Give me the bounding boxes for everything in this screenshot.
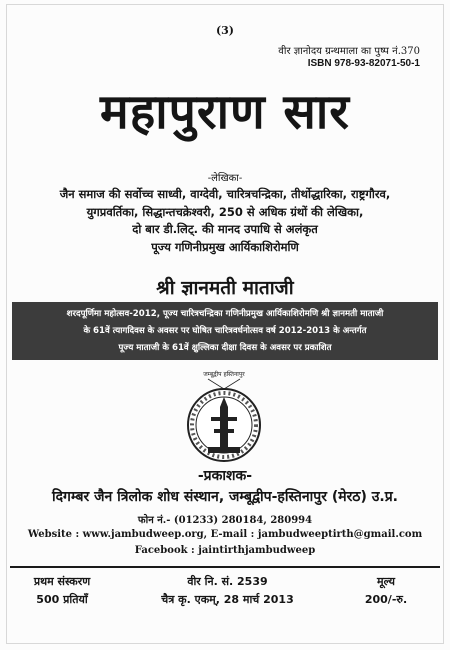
page-number: (3): [215, 24, 235, 37]
vir-samvat: वीर नि. सं. 2539: [187, 575, 268, 588]
flag-lines: [208, 379, 240, 389]
logo-caption: जम्बूद्वीप हस्तिनापुर: [203, 371, 245, 378]
publisher-website-email: Website : www.jambudweep.org, E-mail : jambudweeptirth@gmail.com: [27, 529, 423, 540]
series-line: वीर ज्ञानोदय ग्रन्थमाला का पुष्प नं.370: [278, 46, 420, 57]
publisher-facebook: Facebook : jaintirthjambudweep: [134, 545, 316, 556]
publisher-phone: फोन नं.- (01233) 280184, 280994: [137, 515, 313, 526]
temple-seal-logo: [178, 367, 270, 467]
author-name: श्री ज्ञानमती माताजी: [156, 277, 294, 299]
author-tag: -लेखिका-: [207, 173, 243, 184]
banner-line: के 61वें त्यागदिवस के अवसर पर घोषित चारित्रवर्धनोत्सव वर्ष 2012-2013 के अन्तर्गत: [83, 326, 367, 336]
copies-count: 500 प्रतियाँ: [36, 593, 88, 606]
isbn-line: ISBN 978-93-82071-50-1: [307, 58, 420, 69]
banner-line: पूज्य माताजी के 61वें क्षुल्लिका दीक्षा दिवस के अवसर पर प्रकाशित: [118, 343, 332, 353]
publisher-tag: -प्रकाशक-: [197, 468, 253, 484]
honor-line: दो बार डी.लिट्. की मानद उपाधि से अलंकृत: [132, 222, 318, 236]
temple-base-icon: [208, 447, 240, 453]
footer-divider: [10, 566, 440, 568]
temple-tier-icon: [211, 417, 237, 421]
honor-line: जैन समाज की सर्वोच्च साध्वी, वाग्देवी, चारित्रचन्द्रिका, तीर्थोद्धारिका, राष्ट्रगौरव,: [59, 187, 391, 201]
temple-tier-icon: [214, 429, 234, 433]
honor-line: युगप्रवर्तिका, सिद्धान्तचक्रेश्वरी, 250 से अधिक ग्रंथों की लेखिका,: [86, 204, 364, 219]
occasion-banner: [12, 302, 438, 360]
publisher-name: दिगम्बर जैन त्रिलोक शोध संस्थान, जम्बूद्वीप-हस्तिनापुर (मेरठ) उ.प्र.: [52, 489, 398, 505]
banner-line: शरदपूर्णिमा महोत्सव-2012, पूज्य चारित्रचन्द्रिका गणिनीप्रमुख आर्यिकाशिरोमणि श्री ज्ञानमती माताजी: [66, 309, 384, 319]
publication-date: चैत्र कृ. एकम्, 28 मार्च 2013: [161, 593, 294, 606]
edition-label: प्रथम संस्करण: [33, 575, 91, 588]
price-value: 200/-रु.: [364, 593, 408, 606]
book-title: महापुराण सार: [100, 84, 350, 140]
price-label: मूल्य: [377, 575, 395, 588]
author-honors: [16, 186, 434, 256]
honor-line: पूज्य गणिनीप्रमुख आर्यिकाशिरोमणि: [151, 239, 299, 254]
temple-tower-icon: [220, 397, 228, 447]
